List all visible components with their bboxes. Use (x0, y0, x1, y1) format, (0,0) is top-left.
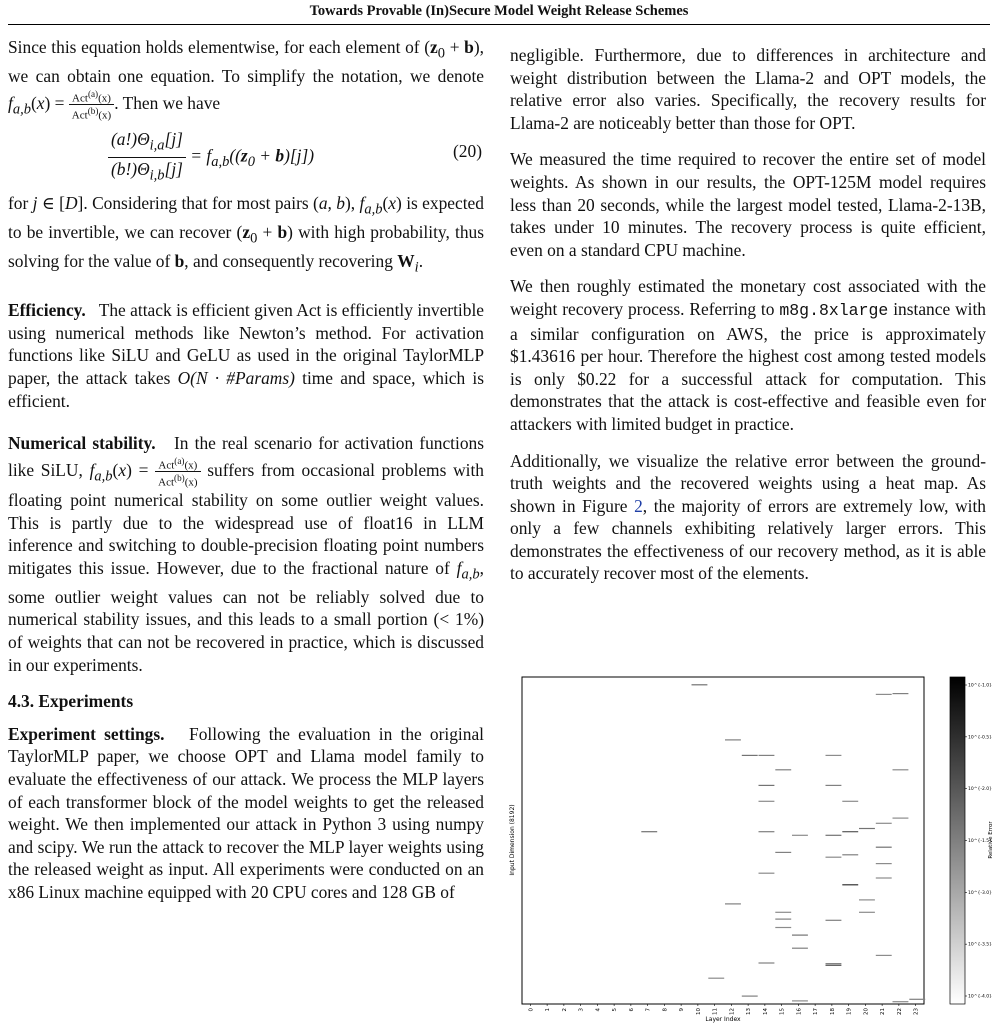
heatmap-cell (759, 801, 775, 802)
heatmap-cell (826, 920, 842, 921)
x-tick-label: 2 (561, 1008, 568, 1012)
equation-fraction: $\frac{(a!)\Theta_{i,a}[j]}{(b!)\Theta_{i,b}[j]}$ (108, 128, 186, 187)
heatmap-cell (775, 912, 791, 913)
heatmap-cell (742, 755, 758, 756)
text-run: . Considering that for most pairs (83, 192, 314, 213)
text-run: , some outlier weight values can not be reliably solved due to numerical stability issues, and this leads to a small portion (< 1%) of weights that can not be recovered in practice, which is discussed in our experiments. (8, 557, 484, 675)
heatmap-cell (725, 903, 741, 904)
eq-numerator: (a!)Θ (111, 128, 150, 149)
eq-rhs: = f (190, 145, 212, 166)
text-run: time and space, which is efficient. (8, 367, 485, 411)
x-tick-label: 11 (712, 1008, 719, 1015)
heatmap-cell (876, 694, 892, 695)
heatmap-cell (842, 854, 858, 855)
colorbar-tick-label: 10^{-1.5} (968, 839, 993, 844)
text-run: In the real scenario for activation functions like SiLU, (8, 433, 485, 480)
colorbar (950, 677, 965, 1004)
paragraph-efficiency (8, 299, 484, 412)
heatmap-cell (792, 835, 808, 836)
equation-number: (20) (453, 140, 482, 161)
heatmap-cell (876, 823, 892, 824)
heatmap-cell (775, 769, 791, 770)
colorbar-tick-label: 10^{-3.5} (968, 942, 993, 948)
x-tick-label: 4 (595, 1008, 602, 1012)
heatmap-cell (826, 963, 842, 964)
paragraph-elementwise: Since this equation holds elementwise, for each element of $(z_0 + b)$, we can obtain one equation. To simplify the notation, we denote $f_{a,b}(x)$ = $\frac{Act^{(a)}(x)}{Act^{(b)}(x)}$ . Then we have (8, 37, 484, 122)
heatmap-cell (792, 935, 808, 936)
x-tick-label: 8 (662, 1008, 669, 1012)
heatmap-cell (725, 739, 741, 740)
heatmap-cell (708, 978, 724, 979)
heatmap-cell (641, 831, 657, 832)
heatmap-cell (876, 847, 892, 848)
heatmap-cell (742, 996, 758, 997)
paragraph-invertible: for j ∈ [D]. Considering that for most pairs (a, b), $f_{a,b}(x)$ is expected to be invertible, we can recover $(z_0 + b)$ with high probability, thus solving for the value of b, and consequently recovering $W_i$. (8, 192, 485, 276)
text-run: . Then we have (114, 92, 221, 113)
heatmap-cell (759, 873, 775, 874)
heatmap-cell (826, 857, 842, 858)
x-tick-label: 5 (612, 1008, 619, 1012)
paragraph-cost (510, 275, 986, 435)
x-tick-label: 0 (528, 1008, 535, 1012)
heatmap-cells (641, 684, 925, 1002)
heatmap-cell (876, 877, 892, 878)
heatmap-cell (759, 831, 775, 832)
x-tick-label: 14 (762, 1008, 769, 1015)
colorbar-tick-label: 10^{-0.5} (968, 735, 993, 741)
equation-20 (8, 122, 484, 184)
heatmap-cell (893, 1001, 909, 1002)
text-run: is expected to be invertible, we can recover (8, 192, 484, 243)
efficiency-heading: Efficiency. (8, 300, 86, 321)
heatmap-cell (893, 693, 909, 694)
text-run: Additionally, we visualize the relative error between the ground-truth weights and the recovered weights using a heat map. As shown in Figure (510, 450, 986, 516)
heatmap-cell (759, 755, 775, 756)
colorbar-tick-label: 10^{-2.0} (968, 787, 993, 793)
x-tick-label: 12 (729, 1008, 736, 1015)
running-header: Towards Provable (In)Secure Model Weight Release Schemes (309, 3, 689, 19)
x-tick-label: 17 (813, 1008, 820, 1015)
y-axis-label: Input Dimension (8192) (509, 804, 516, 876)
heatmap-cell (826, 965, 842, 966)
paragraph-heatmap (510, 450, 986, 586)
section-heading: 4.3. Experiments (8, 691, 134, 712)
x-tick-label: 13 (746, 1008, 753, 1015)
x-tick-label: 18 (829, 1008, 836, 1015)
heatmap-cell (826, 755, 842, 756)
fraction: $\frac{Act^{(a)}(x)}{Act^{(b)}(x)}$ (155, 455, 200, 489)
text-run: Since this equation holds elementwise, for each element of ( (8, 37, 431, 57)
x-tick-label: 3 (578, 1008, 585, 1012)
heatmap-cell (692, 684, 708, 685)
text-run: for (8, 192, 33, 213)
heatmap-cell (893, 769, 909, 770)
x-tick-label: 21 (880, 1008, 887, 1015)
heatmap-cell (842, 831, 858, 832)
colorbar-tick-label: 10^{-3.0} (968, 890, 993, 896)
heatmap-cell (792, 1000, 808, 1001)
header-rule (8, 24, 990, 25)
text-run: , the majority of errors are extremely low, with only a few channels exhibiting relatively larger errors. This demonstrates the effectiveness of our recovery method, as it is able to accurately recover most of the elements. (510, 495, 986, 584)
x-tick-label: 10 (695, 1008, 702, 1015)
heatmap-plot-area (522, 677, 924, 1004)
heatmap-cell (859, 899, 875, 900)
heatmap-cell (876, 955, 892, 956)
text-run: The attack is efficient given Act is efficiently invertible using numerical methods like Newton’s method. For activation functions like SiLU and GeLU as used in the original TaylorMLP paper, the attack takes (8, 300, 485, 388)
colorbar-label: Relative Error (988, 821, 994, 859)
colorbar-tick-label: 10^{-4.0} (968, 994, 993, 1000)
eq-denominator: (b!)Θ (111, 159, 150, 180)
heatmap-cell (775, 927, 791, 928)
x-tick-label: 15 (779, 1008, 786, 1015)
settings-heading: Experiment settings. (8, 723, 165, 744)
heatmap-cell (759, 962, 775, 963)
heatmap-cell (859, 828, 875, 829)
x-tick-label: 22 (896, 1008, 903, 1015)
fraction: $\frac{Act^{(a)}(x)}{Act^{(b)}(x)}$ (69, 88, 114, 122)
text-run: suffers from occasional problems with floating point numerical stability on some outlier weight values. This is partly due to the widespread use of float16 in LLM inference and switching to double-precision floating point numbers mitigates this issue. However, due to the fractional nature of (8, 459, 484, 578)
left-column (8, 36, 484, 918)
x-tick-label: 7 (645, 1008, 652, 1012)
colorbar-tick-label: 10^{-1.0} (968, 683, 993, 689)
equation-body: $\frac{(a!)\Theta_{i,a}[j]}{(b!)\Theta_{i,b}[j]}$ = $f_{a,b}((z_0 + b)[j])$ (108, 128, 314, 187)
x-tick-label: 23 (913, 1008, 920, 1015)
right-column (510, 44, 986, 599)
x-tick-label: 16 (796, 1008, 803, 1015)
paragraph-numerical-stability: Numerical stability. In the real scenario for activation functions like SiLU, $f_{a,b}(x)$ = $\frac{Act^{(a)}(x)}{Act^{(b)}(x)}$ suffers from occasional problems with floating point numerical stability on some outlier weight values. This is partly due to the widespread use of float16 in LLM inference and switching to double-precision floating point numbers mitigates this issue. However, due to the fractional nature of $f_{a,b}$, some outlier weight values can not be reliably solved due to numerical stability issues, and this leads to a small portion (< 1%) of weights that can not be recovered in practice, which is discussed in our experiments. (8, 433, 485, 675)
heatmap-cell (842, 801, 858, 802)
text-run: , and consequently recovering (184, 251, 398, 272)
x-tick-label: 6 (628, 1008, 635, 1012)
colorbar-ticks (965, 683, 992, 1000)
heatmap-cell (775, 852, 791, 853)
x-tick-label: 19 (846, 1008, 853, 1015)
heatmap-cell (893, 818, 909, 819)
heatmap-cell (826, 835, 842, 836)
x-axis-label: Layer Index (705, 1016, 741, 1023)
instance-code: m8g.8xlarge (779, 300, 889, 320)
paragraph-negligible: negligible. Furthermore, due to differences in architecture and weight distribution between the Llama-2 and OPT models, the relative error also varies. Specifically, the recovery results for Llama-2 are noticeably better than those for OPT. (510, 45, 986, 133)
text-run: instance with a similar configuration on AWS, the price is approximately $1.43616 per hour. Therefore the highest cost among tested models is only $0.22 for a successful attack for computation. This demonstrates that the attack is cost-effective and feasible even for attackers with limited budget in practice. (510, 298, 986, 434)
text-run: We then roughly estimated the monetary cost associated with the weight recovery process. Referring to (510, 276, 986, 319)
text-run: with high probability, thus solving for the value of (8, 222, 485, 272)
x-tick-label: 9 (679, 1008, 686, 1012)
x-axis-ticks (528, 1004, 919, 1015)
paragraph-experiment-settings (8, 723, 484, 904)
heatmap-cell (759, 785, 775, 786)
stability-heading: Numerical stability. (8, 433, 156, 454)
heatmap-cell (826, 785, 842, 786)
heatmap-cell (775, 919, 791, 920)
complexity-math: O(N · #Params) (177, 367, 295, 388)
heatmap-cell (842, 884, 858, 885)
paragraph-time: We measured the time required to recover the entire set of model weights. As shown in our results, the OPT-125M model requires less than 20 seconds, while the largest model tested, Llama-2-13B, takes under 10 minutes. The recovery process is quite efficient, even on a standard CPU machine. (510, 149, 986, 260)
heatmap-cell (792, 948, 808, 949)
figure-reference-link[interactable]: 2 (634, 495, 643, 516)
heatmap-cell (909, 999, 925, 1000)
heatmap-cell (876, 863, 892, 864)
text-run: ), we can obtain one equation. To simplify the notation, we denote (8, 37, 484, 87)
text-run: Following the evaluation in the original TaylorMLP paper, we choose OPT and Llama model family to evaluate the effectiveness of our attack. We process the MLP layers of each transformer block of the model weights to get the released weight. We then implemented our attack in Python 3 using numpy and scipy. We run the attack to recover the MLP layer weights using the released weight as input. All experiments were conducted on an x86 Linux machine equipped with 20 CPU cores and 128 GB of (8, 723, 485, 902)
x-tick-label: 20 (863, 1008, 870, 1015)
heatmap-cell (859, 912, 875, 913)
x-tick-label: 1 (545, 1008, 552, 1012)
